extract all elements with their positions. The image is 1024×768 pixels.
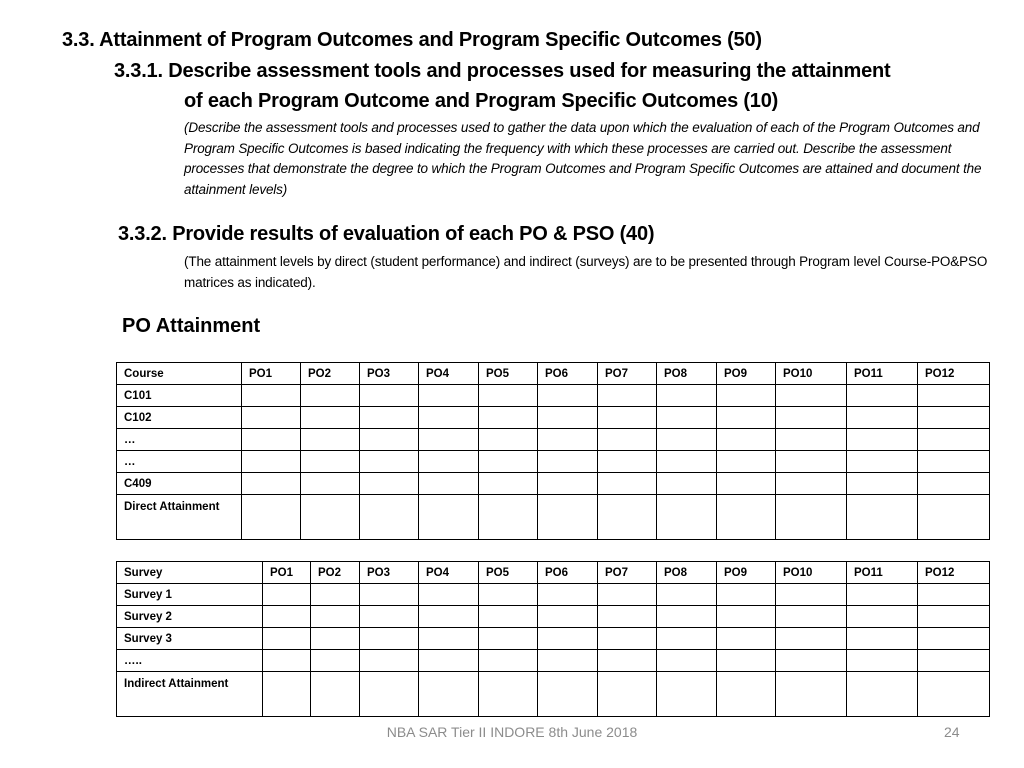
value-cell[interactable] (263, 606, 311, 628)
value-cell[interactable] (918, 606, 990, 628)
value-cell[interactable] (360, 584, 419, 606)
value-cell[interactable] (419, 672, 479, 717)
direct-table-row (117, 407, 990, 429)
value-cell[interactable] (918, 473, 990, 495)
section-heading-3-3-1: 3.3.1. Describe assessment tools and processes used for measuring the attainment (114, 60, 891, 82)
value-cell[interactable] (301, 473, 360, 495)
value-cell[interactable] (657, 584, 717, 606)
value-cell[interactable] (657, 606, 717, 628)
value-cell[interactable] (242, 407, 301, 429)
value-cell[interactable] (360, 407, 419, 429)
value-cell[interactable] (479, 628, 538, 650)
value-cell[interactable] (598, 495, 657, 540)
po-attainment-title: PO Attainment (122, 315, 261, 337)
header-cell: PO4 (419, 363, 479, 385)
value-cell[interactable] (479, 429, 538, 451)
header-cell: PO3 (360, 562, 419, 584)
footer-text: NBA SAR Tier II INDORE 8th June 2018 (386, 724, 638, 740)
header-cell: PO11 (847, 562, 918, 584)
value-cell[interactable] (657, 451, 717, 473)
direct-attainment-table (116, 362, 990, 540)
value-cell[interactable] (776, 584, 847, 606)
header-cell: PO5 (479, 562, 538, 584)
value-cell[interactable] (918, 672, 990, 717)
row-label: Survey 3 (117, 628, 263, 650)
value-cell[interactable] (538, 407, 598, 429)
value-cell[interactable] (538, 672, 598, 717)
value-cell[interactable] (311, 606, 360, 628)
value-cell[interactable] (598, 385, 657, 407)
value-cell[interactable] (847, 672, 918, 717)
value-cell[interactable] (360, 451, 419, 473)
value-cell[interactable] (538, 473, 598, 495)
value-cell[interactable] (311, 584, 360, 606)
row-label: ….. (117, 650, 263, 672)
value-cell[interactable] (360, 628, 419, 650)
header-cell: PO9 (717, 562, 776, 584)
row-label: Indirect Attainment (117, 672, 263, 717)
value-cell[interactable] (847, 606, 918, 628)
value-cell[interactable] (918, 407, 990, 429)
value-cell[interactable] (479, 672, 538, 717)
indirect-table-row (117, 628, 990, 650)
value-cell[interactable] (598, 407, 657, 429)
value-cell[interactable] (776, 606, 847, 628)
value-cell[interactable] (717, 628, 776, 650)
header-cell: PO12 (918, 562, 990, 584)
value-cell[interactable] (479, 473, 538, 495)
value-cell[interactable] (598, 451, 657, 473)
value-cell[interactable] (657, 495, 717, 540)
row-label: … (117, 451, 242, 473)
row-label: C101 (117, 385, 242, 407)
value-cell[interactable] (657, 672, 717, 717)
value-cell[interactable] (263, 584, 311, 606)
row-label: … (117, 429, 242, 451)
value-cell[interactable] (538, 628, 598, 650)
indirect-attainment-table (116, 561, 990, 717)
value-cell[interactable] (301, 495, 360, 540)
indirect-table-row (117, 672, 990, 717)
value-cell[interactable] (776, 429, 847, 451)
value-cell[interactable] (360, 473, 419, 495)
value-cell[interactable] (717, 407, 776, 429)
value-cell[interactable] (776, 407, 847, 429)
value-cell[interactable] (419, 407, 479, 429)
header-cell: PO6 (538, 363, 598, 385)
value-cell[interactable] (598, 628, 657, 650)
value-cell[interactable] (657, 385, 717, 407)
value-cell[interactable] (360, 606, 419, 628)
indirect-table-row (117, 606, 990, 628)
value-cell[interactable] (918, 429, 990, 451)
value-cell[interactable] (657, 650, 717, 672)
value-cell[interactable] (717, 584, 776, 606)
value-cell[interactable] (657, 473, 717, 495)
value-cell[interactable] (242, 451, 301, 473)
header-cell: PO11 (847, 363, 918, 385)
direct-table-row (117, 451, 990, 473)
indirect-table-row (117, 650, 990, 672)
header-cell: PO8 (657, 363, 717, 385)
value-cell[interactable] (419, 451, 479, 473)
value-cell[interactable] (538, 495, 598, 540)
value-cell[interactable] (657, 628, 717, 650)
value-cell[interactable] (538, 385, 598, 407)
value-cell[interactable] (776, 385, 847, 407)
header-cell: PO1 (242, 363, 301, 385)
value-cell[interactable] (419, 385, 479, 407)
row-label: Survey 1 (117, 584, 263, 606)
indirect-table-row (117, 584, 990, 606)
indirect-table-header-row (117, 562, 990, 584)
value-cell[interactable] (847, 628, 918, 650)
value-cell[interactable] (776, 672, 847, 717)
value-cell[interactable] (360, 650, 419, 672)
value-cell[interactable] (717, 606, 776, 628)
row-label: Survey 2 (117, 606, 263, 628)
value-cell[interactable] (263, 628, 311, 650)
value-cell[interactable] (242, 473, 301, 495)
value-cell[interactable] (598, 429, 657, 451)
value-cell[interactable] (717, 650, 776, 672)
page-number: 24 (944, 724, 960, 740)
value-cell[interactable] (301, 385, 360, 407)
value-cell[interactable] (538, 606, 598, 628)
value-cell[interactable] (479, 385, 538, 407)
header-cell: PO3 (360, 363, 419, 385)
value-cell[interactable] (598, 650, 657, 672)
value-cell[interactable] (538, 451, 598, 473)
value-cell[interactable] (311, 672, 360, 717)
value-cell[interactable] (360, 429, 419, 451)
value-cell[interactable] (847, 495, 918, 540)
value-cell[interactable] (419, 495, 479, 540)
value-cell[interactable] (918, 584, 990, 606)
value-cell[interactable] (538, 650, 598, 672)
value-cell[interactable] (311, 650, 360, 672)
value-cell[interactable] (301, 407, 360, 429)
value-cell[interactable] (717, 672, 776, 717)
value-cell[interactable] (776, 628, 847, 650)
value-cell[interactable] (360, 495, 419, 540)
value-cell[interactable] (918, 385, 990, 407)
header-cell: Survey (117, 562, 263, 584)
value-cell[interactable] (598, 473, 657, 495)
header-cell: PO8 (657, 562, 717, 584)
value-cell[interactable] (242, 429, 301, 451)
value-cell[interactable] (776, 650, 847, 672)
section-heading-3-3: 3.3. Attainment of Program Outcomes and Program Specific Outcomes (50) (62, 29, 762, 51)
value-cell[interactable] (847, 451, 918, 473)
value-cell[interactable] (242, 385, 301, 407)
value-cell[interactable] (847, 473, 918, 495)
value-cell[interactable] (479, 407, 538, 429)
value-cell[interactable] (918, 451, 990, 473)
value-cell[interactable] (479, 650, 538, 672)
section-3-3-1-description: (Describe the assessment tools and processes used to gather the data upon which the evaluation of each of the Program Outcomes and Program Specific Outcomes is based indicating the frequency with which these processes are carried out. Describe the assessment processes that demonstrate the degree to which the Program Outcomes and Program Specific Outcomes are attained and document the attainment levels) (184, 120, 982, 197)
value-cell[interactable] (538, 429, 598, 451)
value-cell[interactable] (717, 473, 776, 495)
value-cell[interactable] (360, 672, 419, 717)
value-cell[interactable] (657, 429, 717, 451)
value-cell[interactable] (657, 407, 717, 429)
value-cell[interactable] (479, 495, 538, 540)
value-cell[interactable] (847, 650, 918, 672)
value-cell[interactable] (538, 584, 598, 606)
value-cell[interactable] (479, 584, 538, 606)
header-cell: PO2 (301, 363, 360, 385)
value-cell[interactable] (918, 650, 990, 672)
header-cell: PO12 (918, 363, 990, 385)
direct-table-row (117, 495, 990, 540)
header-cell: PO6 (538, 562, 598, 584)
value-cell[interactable] (419, 584, 479, 606)
header-cell: PO5 (479, 363, 538, 385)
direct-table-row (117, 385, 990, 407)
row-label: C102 (117, 407, 242, 429)
value-cell[interactable] (717, 429, 776, 451)
value-cell[interactable] (479, 606, 538, 628)
value-cell[interactable] (918, 628, 990, 650)
value-cell[interactable] (419, 628, 479, 650)
header-cell: PO10 (776, 363, 847, 385)
value-cell[interactable] (263, 650, 311, 672)
value-cell[interactable] (776, 451, 847, 473)
header-cell: Course (117, 363, 242, 385)
header-cell: PO4 (419, 562, 479, 584)
header-cell: PO7 (598, 562, 657, 584)
header-cell: PO1 (263, 562, 311, 584)
value-cell[interactable] (598, 606, 657, 628)
value-cell[interactable] (598, 584, 657, 606)
value-cell[interactable] (311, 628, 360, 650)
direct-table-header-row (117, 363, 990, 385)
value-cell[interactable] (918, 495, 990, 540)
value-cell[interactable] (717, 495, 776, 540)
value-cell[interactable] (776, 473, 847, 495)
value-cell[interactable] (847, 584, 918, 606)
value-cell[interactable] (717, 451, 776, 473)
direct-table-row (117, 473, 990, 495)
value-cell[interactable] (847, 407, 918, 429)
row-label: C409 (117, 473, 242, 495)
section-heading-3-3-1-continued: of each Program Outcome and Program Specific Outcomes (10) (184, 90, 779, 112)
value-cell[interactable] (419, 429, 479, 451)
value-cell[interactable] (242, 495, 301, 540)
row-label: Direct Attainment (117, 495, 242, 540)
header-cell: PO2 (311, 562, 360, 584)
value-cell[interactable] (419, 606, 479, 628)
header-cell: PO9 (717, 363, 776, 385)
value-cell[interactable] (847, 429, 918, 451)
value-cell[interactable] (419, 473, 479, 495)
value-cell[interactable] (301, 451, 360, 473)
value-cell[interactable] (263, 672, 311, 717)
value-cell[interactable] (360, 385, 419, 407)
header-cell: PO10 (776, 562, 847, 584)
header-cell: PO7 (598, 363, 657, 385)
value-cell[interactable] (776, 495, 847, 540)
value-cell[interactable] (301, 429, 360, 451)
value-cell[interactable] (479, 451, 538, 473)
section-3-3-2-description: (The attainment levels by direct (student performance) and indirect (surveys) are to be presented through Program level Course-PO&PSO matrices as indicated). (184, 254, 988, 290)
value-cell[interactable] (419, 650, 479, 672)
direct-table-row (117, 429, 990, 451)
value-cell[interactable] (847, 385, 918, 407)
section-heading-3-3-2: 3.3.2. Provide results of evaluation of each PO & PSO (40) (118, 223, 655, 245)
value-cell[interactable] (717, 385, 776, 407)
value-cell[interactable] (598, 672, 657, 717)
